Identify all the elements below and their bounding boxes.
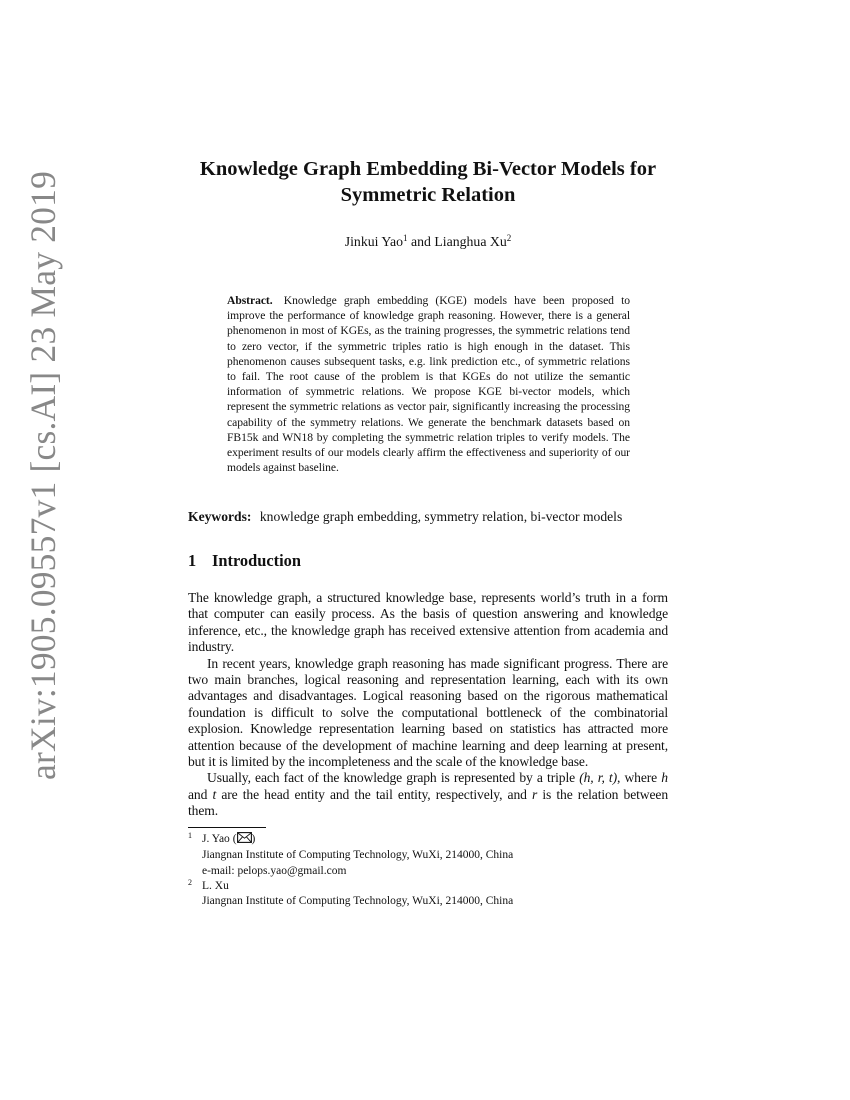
paragraph-3-intro: Usually, each fact of the knowledge graph is represented by a triple: [207, 770, 576, 786]
footnote-2-affiliation: Jiangnan Institute of Computing Technology, WuXi, 214000, China: [202, 895, 514, 908]
footnote-2-header: [188, 879, 668, 894]
author-affiliation-mark-2: 2: [506, 233, 512, 243]
author-list: [100, 234, 756, 250]
section-heading-introduction: [188, 551, 301, 571]
abstract: [227, 293, 630, 475]
keywords-label: Keywords:: [188, 509, 252, 524]
triple-notation: (h, r, t): [579, 770, 617, 786]
footnotes: [188, 832, 668, 909]
paragraph-2: In recent years, knowledge graph reasoning has made significant progress. There are two main branches, logical reasoning and representation learning, each with its own advantages and disadvantages. Logical reasoning based on the rigorous mathematical foundation is difficult to solve the computational bottleneck of the combinatorial explosion. Knowledge representation learning based on statistics has attracted more attention because of the development of machine learning and deep learning at present, but it is limited by the incompleteness and the scale of the knowledge base.: [188, 655, 668, 770]
paragraph-3-and: and: [188, 786, 208, 802]
envelope-icon: [237, 832, 252, 848]
section-number: 1: [188, 551, 197, 570]
author-affiliation-mark-1: 1: [403, 233, 408, 243]
footnote-1-mark: 1: [188, 831, 192, 840]
paragraph-3-middle: are the head entity and the tail entity, respectively, and: [221, 786, 527, 802]
paragraph-1: The knowledge graph, a structured knowledge base, represents world’s truth in a form that computer can easily process. As the basis of question answering and knowledge inference, etc., the knowledge graph has received extensive attention from academia and industry.: [188, 590, 668, 655]
abstract-label: Abstract.: [227, 294, 273, 307]
paper-title: [100, 156, 756, 208]
author-name-1: Jinkui Yao: [344, 234, 404, 249]
abstract-text: Knowledge graph embedding (KGE) models have been proposed to improve the performance of knowledge graph reasoning. However, there is a general phenomenon in most of KGEs, as the training progresses, the symmetric relations tend to zero vector, if the symmetric triples ratio is high enough in the dataset. This phenomenon causes subsequent tasks, e.g. link prediction etc., of symmetric relations to fail. The root cause of the problem is that KGEs do not utilize the semantic information of symmetric relations. We propose KGE bi-vector models, which represent the symmetric relations as vector pair, significantly increasing the processing capability of the symmetry relations. We generate the benchmark datasets based on FB15k and WN18 by completing the symmetric relation triples to verify models. The experiment results of our models clearly affirm the effectiveness and superiority of our models against baseline.: [227, 294, 630, 475]
paper-title-line-2: Symmetric Relation: [340, 184, 516, 206]
footnote-1-name: J. Yao: [202, 833, 230, 845]
variable-r: r: [532, 786, 538, 802]
footnote-1-email: e-mail: pelops.yao@gmail.com: [202, 864, 347, 877]
paper-title-line-1: Knowledge Graph Embedding Bi-Vector Models for: [199, 158, 657, 180]
paragraph-3-end: is the relation between them.: [188, 786, 668, 819]
author-connector: and: [410, 234, 431, 249]
footnote-divider: [188, 827, 266, 828]
paragraph-3-comma: , where: [617, 770, 658, 786]
arxiv-identifier-stamp: arXiv:1905.09557v1 [cs.AI] 23 May 2019: [23, 170, 63, 780]
footnote-2-mark: 2: [188, 877, 192, 887]
paragraph-3: [188, 770, 668, 819]
footnote-1-header: $^1$ J. Yao ( ): [188, 832, 668, 848]
keywords: [188, 509, 668, 525]
footnote-2-name: L. Xu: [202, 879, 229, 892]
variable-h: h: [661, 770, 668, 786]
footnote-1-affiliation: Jiangnan Institute of Computing Technology, WuXi, 214000, China: [202, 849, 514, 862]
variable-t: t: [212, 786, 217, 802]
keywords-text: knowledge graph embedding, symmetry relation, bi-vector models: [259, 509, 623, 524]
author-name-2: Lianghua Xu: [434, 234, 507, 249]
section-title: Introduction: [212, 551, 301, 570]
introduction-body: [188, 590, 668, 820]
